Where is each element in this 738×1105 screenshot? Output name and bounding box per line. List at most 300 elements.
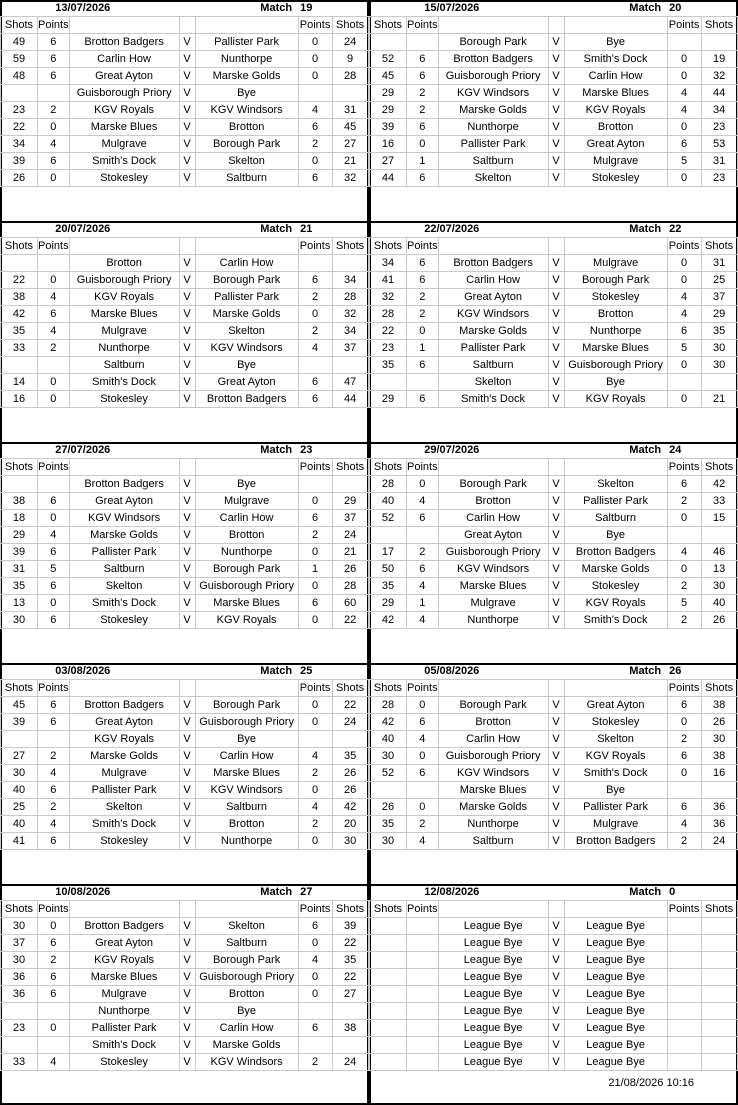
fixture-row: [1, 153, 369, 170]
away-shots: 24: [701, 833, 737, 850]
home-shots: 28: [370, 697, 407, 714]
home-points: 4: [38, 1054, 70, 1071]
home-shots: 25: [1, 799, 38, 816]
fixture-row: [370, 1054, 738, 1071]
fixture-row: [370, 544, 738, 561]
home-points: 6: [407, 765, 439, 782]
away-shots: 47: [332, 374, 368, 391]
vs-marker: V: [548, 969, 564, 986]
home-team: Marske Blues: [438, 578, 548, 595]
away-points: 4: [667, 102, 701, 119]
away-team-heading: [195, 680, 298, 697]
home-shots: 30: [370, 833, 407, 850]
home-team: KGV Royals: [69, 102, 179, 119]
away-team: Bye: [564, 527, 667, 544]
fixture-panel: [0, 663, 369, 884]
panel-header-row: [1, 663, 369, 680]
home-points: 4: [407, 493, 439, 510]
away-team: Skelton: [564, 731, 667, 748]
fixture-row: [370, 1037, 738, 1054]
shots-heading: Shots: [332, 17, 368, 34]
away-shots: 32: [332, 306, 368, 323]
away-team-heading: [564, 238, 667, 255]
vs-marker: V: [179, 170, 195, 187]
away-team: Mulgrave: [564, 153, 667, 170]
fixture-row: [370, 935, 738, 952]
shots-heading: Shots: [701, 238, 737, 255]
away-points: 2: [298, 816, 332, 833]
home-team: Skelton: [438, 170, 548, 187]
match-date: 15/07/2026: [370, 0, 565, 17]
vs-marker: V: [548, 714, 564, 731]
shots-heading: Shots: [370, 238, 407, 255]
home-points: 4: [407, 833, 439, 850]
away-shots: 22: [332, 969, 368, 986]
home-team: Marske Golds: [438, 102, 548, 119]
vs-heading: [179, 238, 195, 255]
column-header-row: [370, 680, 738, 697]
away-shots: 35: [332, 952, 368, 969]
fixture-row: [1, 595, 369, 612]
home-points: 6: [38, 612, 70, 629]
vs-heading: [179, 459, 195, 476]
home-shots: 49: [1, 34, 38, 51]
fixture-row: [370, 697, 738, 714]
home-points: 6: [407, 51, 439, 68]
away-team: Nunthorpe: [195, 51, 298, 68]
home-points: 2: [407, 816, 439, 833]
panel-header-row: [1, 442, 369, 459]
home-team: KGV Windsors: [438, 561, 548, 578]
home-shots: 35: [370, 357, 407, 374]
points-heading: Points: [407, 459, 439, 476]
vs-marker: V: [548, 340, 564, 357]
home-shots: 36: [1, 969, 38, 986]
points-heading: Points: [667, 238, 701, 255]
home-team: Saltburn: [438, 357, 548, 374]
home-points: 0: [407, 799, 439, 816]
away-shots: [332, 357, 368, 374]
home-shots: 39: [1, 714, 38, 731]
home-shots: 23: [1, 1020, 38, 1037]
away-points: 6: [667, 697, 701, 714]
home-points: 0: [38, 391, 70, 408]
vs-marker: V: [548, 272, 564, 289]
home-points: 0: [407, 136, 439, 153]
home-shots: 42: [370, 612, 407, 629]
home-points: [38, 357, 70, 374]
away-team: Marske Golds: [564, 561, 667, 578]
home-shots: 39: [370, 119, 407, 136]
fixture-row: [1, 969, 369, 986]
away-shots: [701, 1020, 737, 1037]
home-team: Stokesley: [69, 1054, 179, 1071]
home-team: Nunthorpe: [438, 119, 548, 136]
home-team: Smith's Dock: [69, 1037, 179, 1054]
vs-marker: V: [179, 1037, 195, 1054]
away-points: 0: [298, 493, 332, 510]
away-team: Great Ayton: [195, 374, 298, 391]
away-team: Brotton: [195, 816, 298, 833]
away-points: [667, 935, 701, 952]
home-team: Mulgrave: [69, 986, 179, 1003]
vs-marker: V: [179, 697, 195, 714]
away-shots: [332, 85, 368, 102]
vs-marker: V: [179, 731, 195, 748]
home-team: Carlin How: [438, 510, 548, 527]
vs-marker: V: [179, 578, 195, 595]
home-points: [407, 918, 439, 935]
match-date: 22/07/2026: [370, 221, 565, 238]
away-shots: 40: [701, 595, 737, 612]
vs-marker: V: [179, 561, 195, 578]
home-shots: [370, 969, 407, 986]
away-team: Carlin How: [564, 68, 667, 85]
match-number: 20: [667, 0, 737, 17]
home-team: Great Ayton: [69, 493, 179, 510]
away-team-heading: [564, 901, 667, 918]
away-points: 0: [667, 170, 701, 187]
home-shots: 40: [1, 816, 38, 833]
points-heading: Points: [667, 459, 701, 476]
fixture-row: [1, 986, 369, 1003]
away-team: KGV Royals: [564, 748, 667, 765]
away-team: Brotton: [564, 119, 667, 136]
away-points: 0: [298, 833, 332, 850]
fixture-row: [1, 697, 369, 714]
away-team: League Bye: [564, 1003, 667, 1020]
away-team: Stokesley: [564, 578, 667, 595]
home-shots: 50: [370, 561, 407, 578]
home-shots: 37: [1, 935, 38, 952]
home-team: Stokesley: [69, 612, 179, 629]
away-team: League Bye: [564, 935, 667, 952]
shots-heading: Shots: [1, 459, 38, 476]
away-points: 5: [667, 595, 701, 612]
home-shots: [370, 1020, 407, 1037]
fixture-row: [1, 799, 369, 816]
away-shots: 28: [332, 289, 368, 306]
fixture-row: [1, 119, 369, 136]
home-points: [407, 1003, 439, 1020]
match-label: Match: [564, 442, 667, 459]
fixture-table: [0, 884, 369, 1071]
panel-header-row: [370, 442, 738, 459]
home-shots: 33: [1, 1054, 38, 1071]
away-shots: 34: [332, 323, 368, 340]
away-points: 6: [667, 476, 701, 493]
fixture-panel: [0, 0, 369, 221]
away-points: [667, 1003, 701, 1020]
home-team: Marske Golds: [438, 799, 548, 816]
panel-header-row: [1, 884, 369, 901]
away-points: 0: [667, 357, 701, 374]
vs-marker: V: [548, 374, 564, 391]
fixture-row: [370, 561, 738, 578]
vs-marker: V: [548, 986, 564, 1003]
away-shots: 22: [332, 612, 368, 629]
away-shots: 24: [332, 527, 368, 544]
away-team: Skelton: [195, 153, 298, 170]
match-number: 23: [298, 442, 368, 459]
away-points: 6: [298, 272, 332, 289]
fixture-row: [1, 306, 369, 323]
home-points: [38, 476, 70, 493]
home-points: [407, 527, 439, 544]
home-team: Marske Golds: [438, 323, 548, 340]
fixture-row: [370, 323, 738, 340]
away-team: KGV Royals: [564, 102, 667, 119]
fixture-row: [370, 714, 738, 731]
home-team: Stokesley: [69, 391, 179, 408]
away-shots: 60: [332, 595, 368, 612]
home-team: League Bye: [438, 935, 548, 952]
home-points: 6: [38, 714, 70, 731]
home-shots: 29: [370, 85, 407, 102]
home-points: 0: [38, 595, 70, 612]
away-team: KGV Windsors: [195, 102, 298, 119]
away-team: Skelton: [195, 918, 298, 935]
home-team: Smith's Dock: [438, 391, 548, 408]
away-team: Bye: [195, 1003, 298, 1020]
home-shots: 28: [370, 476, 407, 493]
home-team: Great Ayton: [438, 289, 548, 306]
fixture-row: [370, 374, 738, 391]
vs-marker: V: [179, 323, 195, 340]
away-shots: 44: [332, 391, 368, 408]
home-shots: 39: [1, 153, 38, 170]
away-team: Saltburn: [195, 799, 298, 816]
home-points: [38, 85, 70, 102]
fixture-panel: [369, 0, 738, 221]
fixture-row: [370, 119, 738, 136]
fixture-row: [1, 816, 369, 833]
home-points: 4: [407, 731, 439, 748]
away-team-heading: [195, 901, 298, 918]
shots-heading: Shots: [701, 459, 737, 476]
away-points: 4: [667, 289, 701, 306]
fixture-table: [0, 663, 369, 850]
away-points: 0: [667, 765, 701, 782]
away-points: [667, 1020, 701, 1037]
away-points: 6: [298, 918, 332, 935]
away-shots: 23: [701, 119, 737, 136]
away-team: Pallister Park: [195, 34, 298, 51]
away-shots: 16: [701, 765, 737, 782]
vs-marker: V: [548, 731, 564, 748]
away-points: 5: [667, 153, 701, 170]
away-shots: 26: [332, 561, 368, 578]
home-team: KGV Windsors: [69, 510, 179, 527]
fixture-panel: [0, 442, 369, 663]
match-label: Match: [195, 663, 298, 680]
home-team: Smith's Dock: [69, 374, 179, 391]
match-date: 29/07/2026: [370, 442, 565, 459]
home-team: Stokesley: [69, 170, 179, 187]
fixture-row: [1, 510, 369, 527]
vs-marker: V: [179, 357, 195, 374]
home-shots: [1, 357, 38, 374]
vs-marker: V: [548, 391, 564, 408]
away-points: 6: [667, 323, 701, 340]
away-points: 0: [667, 255, 701, 272]
home-shots: [370, 986, 407, 1003]
vs-marker: V: [179, 799, 195, 816]
vs-marker: V: [548, 68, 564, 85]
home-shots: 27: [1, 748, 38, 765]
away-team: League Bye: [564, 918, 667, 935]
shots-heading: Shots: [332, 238, 368, 255]
home-team: Skelton: [438, 374, 548, 391]
vs-marker: V: [179, 391, 195, 408]
away-team: Bye: [195, 85, 298, 102]
fixture-row: [1, 748, 369, 765]
fixture-row: [1, 544, 369, 561]
fixture-row: [370, 153, 738, 170]
vs-heading: [548, 17, 564, 34]
away-team: KGV Royals: [564, 391, 667, 408]
away-points: 0: [298, 986, 332, 1003]
home-points: 4: [38, 527, 70, 544]
away-shots: 32: [701, 68, 737, 85]
points-heading: Points: [298, 680, 332, 697]
fixture-row: [370, 986, 738, 1003]
points-heading: Points: [38, 680, 70, 697]
away-points: 6: [298, 595, 332, 612]
away-team: KGV Windsors: [195, 1054, 298, 1071]
home-shots: 30: [1, 612, 38, 629]
vs-marker: V: [179, 969, 195, 986]
fixture-row: [370, 493, 738, 510]
vs-marker: V: [179, 493, 195, 510]
away-points: [667, 782, 701, 799]
home-team: Marske Golds: [69, 527, 179, 544]
away-team: Brotton Badgers: [195, 391, 298, 408]
home-team: Guisborough Priory: [69, 272, 179, 289]
away-team: Brotton Badgers: [564, 833, 667, 850]
fixture-row: [370, 612, 738, 629]
fixture-table: [0, 221, 369, 408]
away-shots: [332, 476, 368, 493]
away-team-heading: [564, 680, 667, 697]
points-heading: Points: [298, 17, 332, 34]
home-points: 6: [38, 306, 70, 323]
home-team: KGV Windsors: [438, 85, 548, 102]
away-shots: 31: [701, 153, 737, 170]
fixture-row: [1, 833, 369, 850]
shots-heading: Shots: [370, 901, 407, 918]
vs-heading: [179, 901, 195, 918]
home-team: Marske Golds: [69, 748, 179, 765]
vs-marker: V: [548, 1003, 564, 1020]
away-points: 2: [298, 1054, 332, 1071]
fixture-row: [1, 289, 369, 306]
fixture-row: [1, 578, 369, 595]
fixture-row: [1, 476, 369, 493]
home-shots: 26: [1, 170, 38, 187]
home-team-heading: [69, 680, 179, 697]
home-points: 0: [407, 323, 439, 340]
vs-marker: V: [548, 595, 564, 612]
vs-marker: V: [548, 85, 564, 102]
away-team: League Bye: [564, 1054, 667, 1071]
home-points: 6: [407, 272, 439, 289]
home-points: 0: [38, 374, 70, 391]
fixture-row: [370, 255, 738, 272]
home-points: 1: [407, 595, 439, 612]
fixture-table: [0, 442, 369, 629]
fixture-panel: [369, 221, 738, 442]
away-team: Saltburn: [564, 510, 667, 527]
away-shots: 22: [332, 935, 368, 952]
home-shots: 23: [370, 340, 407, 357]
home-shots: 16: [370, 136, 407, 153]
vs-marker: V: [548, 544, 564, 561]
match-date: 03/08/2026: [1, 663, 196, 680]
home-shots: 42: [1, 306, 38, 323]
away-team: KGV Windsors: [195, 782, 298, 799]
away-points: 2: [667, 731, 701, 748]
away-shots: 46: [701, 544, 737, 561]
fixture-row: [370, 51, 738, 68]
away-points: [298, 255, 332, 272]
away-shots: 13: [701, 561, 737, 578]
home-points: 4: [38, 323, 70, 340]
away-shots: 15: [701, 510, 737, 527]
vs-marker: V: [548, 1054, 564, 1071]
column-header-row: [1, 238, 369, 255]
points-heading: Points: [667, 680, 701, 697]
fixture-row: [1, 782, 369, 799]
away-team: League Bye: [564, 986, 667, 1003]
match-date: 12/08/2026: [370, 884, 565, 901]
home-shots: [1, 1003, 38, 1020]
match-number: 26: [667, 663, 737, 680]
away-shots: 29: [701, 306, 737, 323]
away-team: Bye: [195, 731, 298, 748]
home-shots: 35: [1, 578, 38, 595]
away-shots: 38: [701, 748, 737, 765]
points-heading: Points: [407, 238, 439, 255]
away-shots: 33: [701, 493, 737, 510]
fixture-row: [370, 306, 738, 323]
away-points: 6: [298, 374, 332, 391]
away-points: 1: [298, 561, 332, 578]
fixture-row: [370, 357, 738, 374]
home-team: Carlin How: [438, 731, 548, 748]
home-team: Pallister Park: [438, 340, 548, 357]
away-points: [667, 986, 701, 1003]
home-points: 6: [407, 714, 439, 731]
away-shots: 31: [701, 255, 737, 272]
home-points: 6: [38, 544, 70, 561]
home-team: Borough Park: [438, 34, 548, 51]
home-points: 2: [38, 748, 70, 765]
away-team: League Bye: [564, 1037, 667, 1054]
away-team: Guisborough Priory: [195, 578, 298, 595]
home-points: 6: [407, 510, 439, 527]
home-points: 6: [38, 969, 70, 986]
home-team: Brotton Badgers: [69, 476, 179, 493]
away-team: Stokesley: [564, 289, 667, 306]
vs-marker: V: [179, 952, 195, 969]
away-shots: 21: [701, 391, 737, 408]
print-timestamp: 21/08/2026 10:16: [608, 1077, 694, 1089]
fixture-row: [1, 731, 369, 748]
home-points: 2: [407, 544, 439, 561]
away-team: Bye: [564, 374, 667, 391]
home-shots: 41: [370, 272, 407, 289]
